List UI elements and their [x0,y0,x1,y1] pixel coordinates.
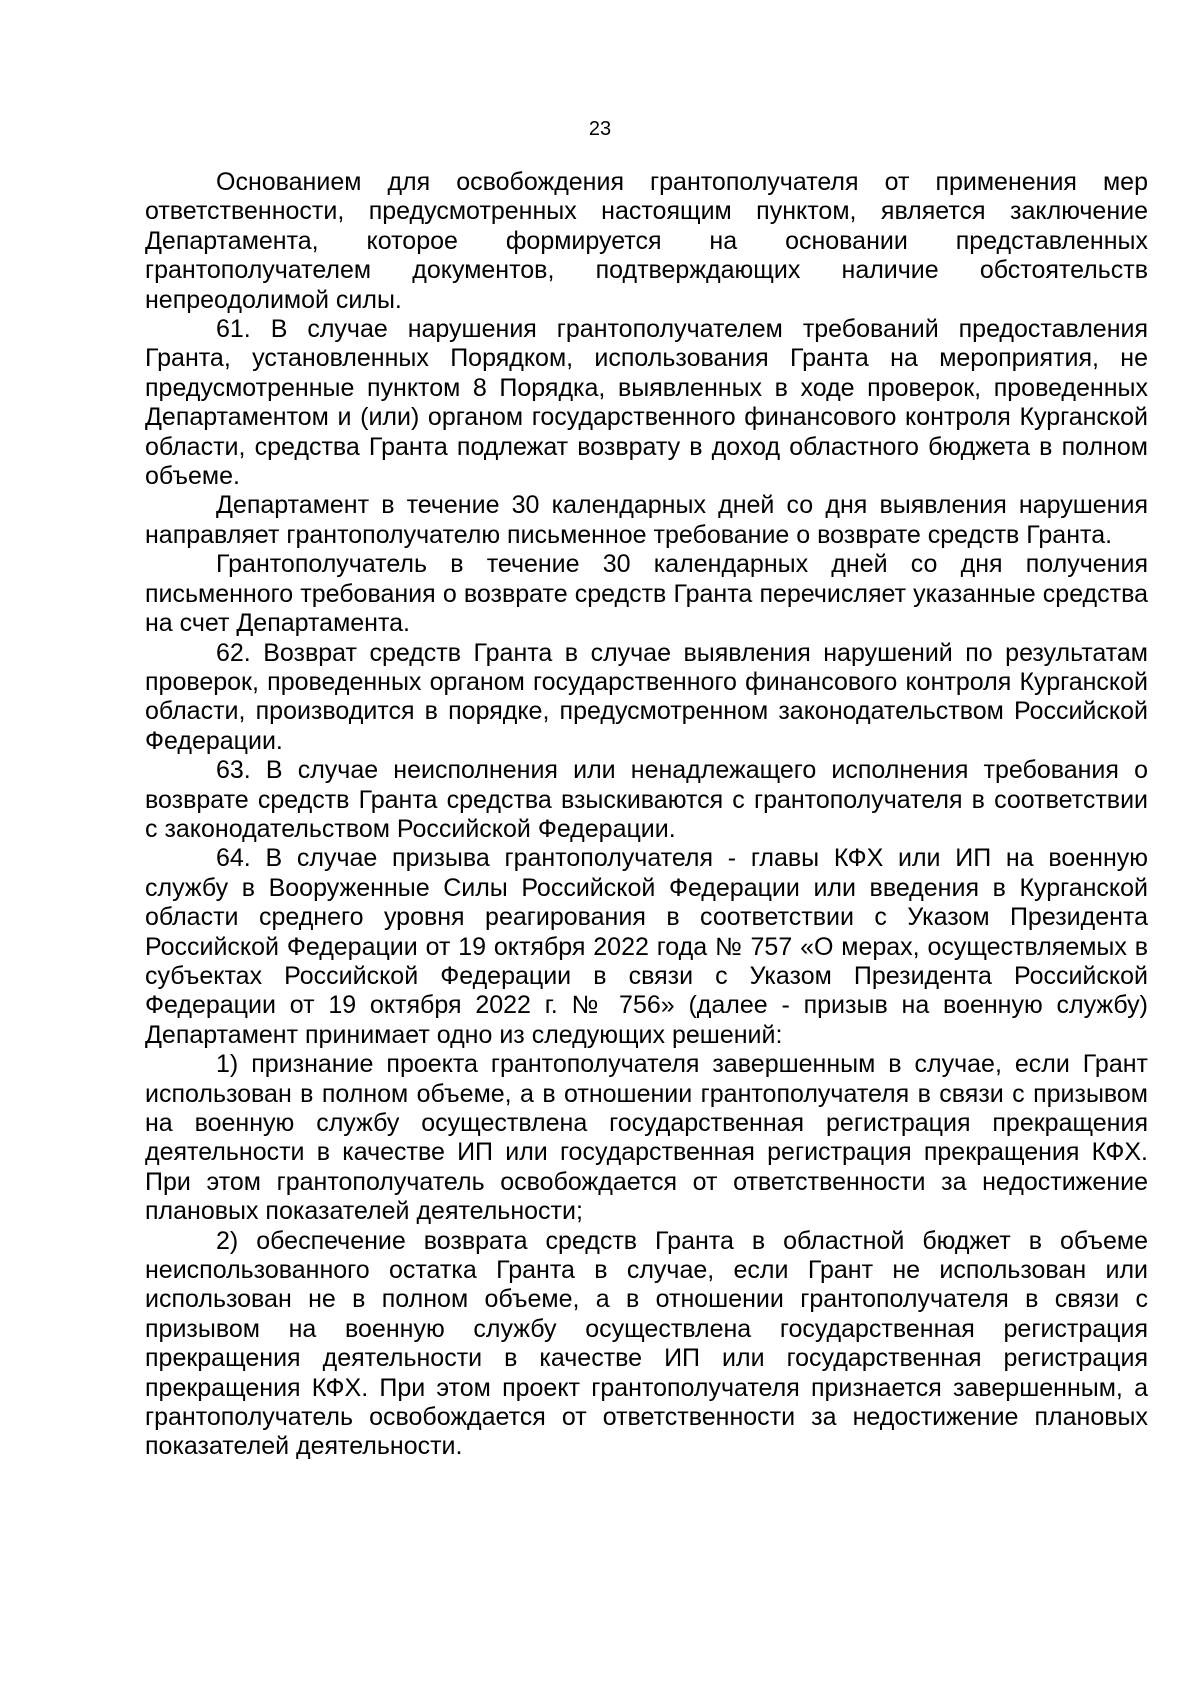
paragraph-63-recovery: 63. В случае неисполнения или ненадлежащего исполнения требования о возврате средств Гранта средства взыскиваются с грантополучателя в соответствии с законодательством Российской Федерации. [145,756,1148,843]
document-body [145,168,1148,1462]
paragraph-department-demand: Департамент в течение 30 календарных дней со дня выявления нарушения направляет грантополучателю письменное требование о возврате средств Гранта. [145,491,1148,549]
paragraph-grantee-transfer: Грантополучатель в течение 30 календарных дней со дня получения письменного требования о возврате средств Гранта перечисляет указанные средства на счет Департамента. [145,550,1148,638]
paragraph-decision-1: 1) признание проекта грантополучателя завершенным в случае, если Грант использован в полном объеме, а в отношении грантополучателя в связи с призывом на военную службу осуществлена государственная регистрация прекращения деятельности в качестве ИП или государственная регистрация прекращения КФХ. При этом грантополучатель освобождается от ответственности за недостижение плановых показателей деятельности; [145,1050,1148,1226]
paragraph-62-refund-procedure: 62. Возврат средств Гранта в случае выявления нарушений по результатам проверок, проведенных органом государственного финансового контроля Курганской области, производится в порядке, предусмотренном законодательством Российской Федерации. [145,638,1148,755]
paragraph-64-military-service: 64. В случае призыва грантополучателя - главы КФХ или ИП на военную службу в Вооруженные Силы Российской Федерации или введения в Курганской области среднего уровня реагирования в соответствии с Указом Президента Российской Федерации от 19 октября 2022 года № 757 «О мерах, осуществляемых в субъектах Российской Федерации в связи с Указом Президента Российской Федерации от 19 октября 2022 г. № 756» (далее - призыв на военную службу) Департамент принимает одно из следующих решений: [145,844,1148,1049]
page-number: 23 [588,118,612,140]
paragraph-force-majeure-conclusion: Основанием для освобождения грантополучателя от применения мер ответственности, предусмотренных настоящим пунктом, является заключение Департамента, которое формируется на основании представленных грантополучателем документов, подтверждающих наличие обстоятельств непреодолимой силы. [145,168,1148,314]
paragraph-decision-2: 2) обеспечение возврата средств Гранта в областной бюджет в объеме неиспользованного остатка Гранта в случае, если Грант не использован или использован не в полном объеме, а в отношении грантополучателя в связи с призывом на военную службу осуществлена государственная регистрация прекращения деятельности в качестве ИП или государственная регистрация прекращения КФХ. При этом проект грантополучателя признается завершенным, а грантополучатель освобождается от ответственности за недостижение плановых показателей деятельности. [145,1226,1148,1461]
paragraph-61-violation-refund: 61. В случае нарушения грантополучателем требований предоставления Гранта, установленных Порядком, использования Гранта на мероприятия, не предусмотренные пунктом 8 Порядка, выявленных в ходе проверок, проведенных Департаментом и (или) органом государственного финансового контроля Курганской области, средства Гранта подлежат возврату в доход областного бюджета в полном объеме. [145,315,1148,491]
